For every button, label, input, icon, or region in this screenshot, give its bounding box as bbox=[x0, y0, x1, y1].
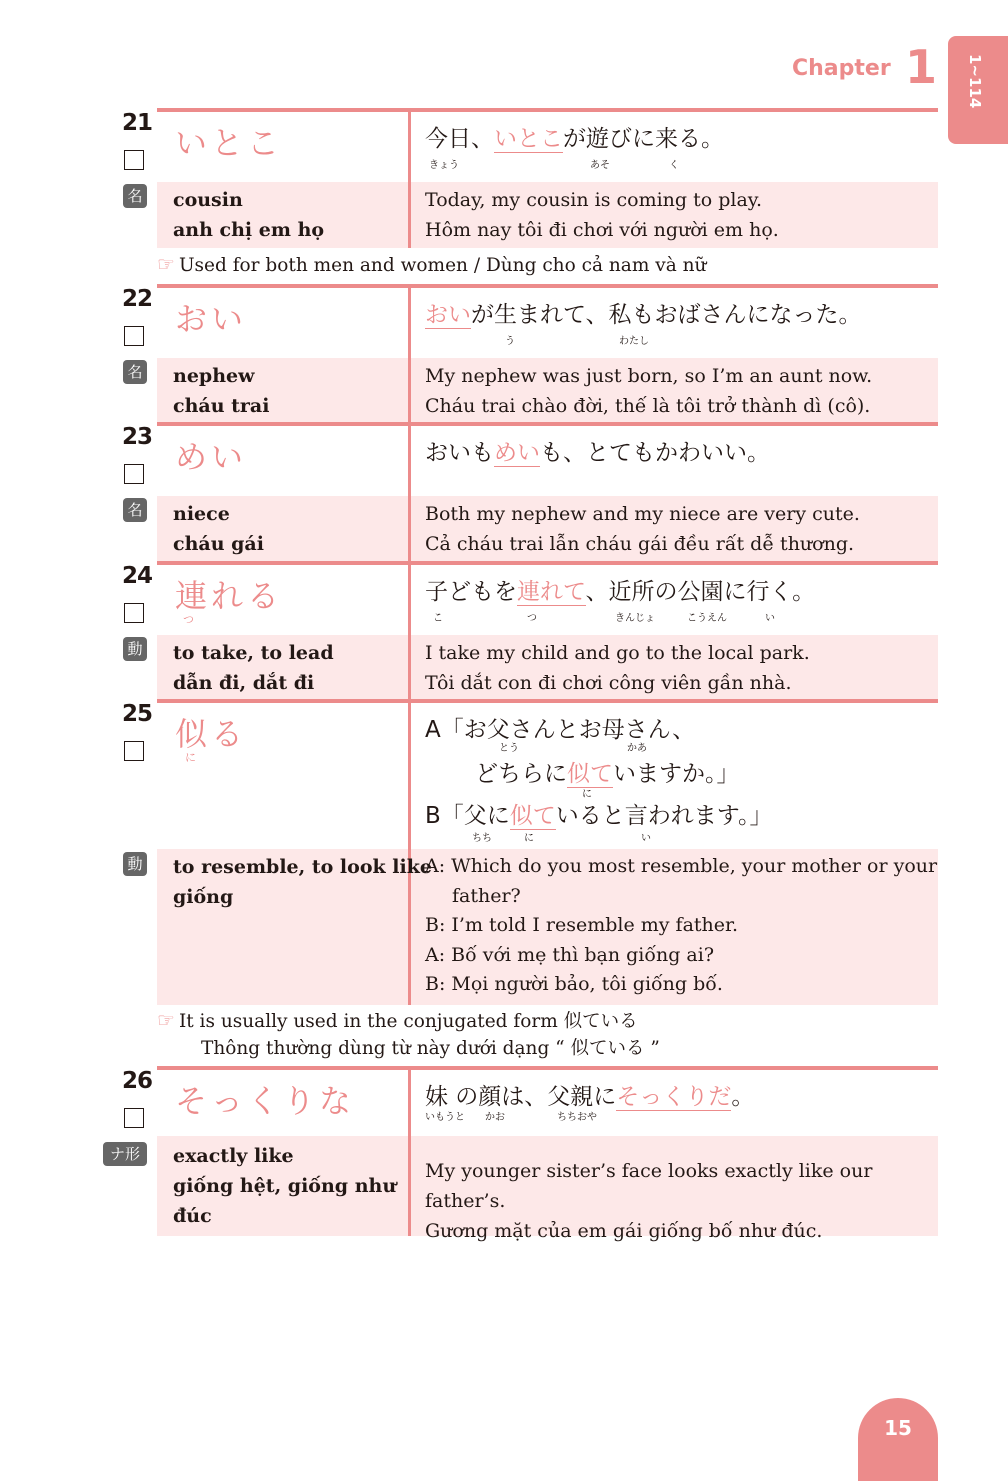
headword: おい bbox=[175, 300, 248, 338]
vocab-entry-25 bbox=[122, 699, 938, 1065]
translation-en: I take my child and go to the local park. bbox=[425, 642, 810, 664]
column-divider bbox=[408, 1070, 411, 1236]
furigana: とう bbox=[499, 743, 519, 754]
furigana: わたし bbox=[619, 336, 649, 347]
example-line-a2: どちらに似ていますか。」 bbox=[475, 761, 740, 787]
furigana: ちちおや bbox=[557, 1112, 597, 1123]
vocab-entry-24 bbox=[122, 561, 938, 701]
page-number-tab bbox=[858, 1398, 938, 1481]
headword-furigana: に bbox=[185, 751, 196, 764]
translation-line: A: Bố với mẹ thì bạn giống ai? bbox=[425, 943, 715, 966]
chapter-label: Chapter bbox=[792, 56, 891, 81]
translation-vi: Hôm nay tôi đi chơi với người em họ. bbox=[425, 219, 779, 241]
headword: 連れる bbox=[175, 577, 284, 615]
usage-note: ☞ It is usually used in the conjugated form 似ている Thông thường dùng từ này dưới dạng “ 似ている ” bbox=[157, 1008, 660, 1059]
translation-line: A: Which do you most resemble, your mother or your bbox=[425, 855, 938, 877]
study-checkbox[interactable] bbox=[124, 150, 144, 170]
translations bbox=[425, 1156, 938, 1246]
furigana: い bbox=[641, 833, 651, 844]
furigana: う bbox=[505, 336, 515, 347]
meaning-en: to take, to lead bbox=[173, 642, 334, 664]
translation-en: Today, my cousin is coming to play. bbox=[425, 189, 763, 211]
target-word: おい bbox=[425, 302, 471, 328]
entry-number: 26 bbox=[122, 1068, 153, 1094]
translation-vi: Tôi dắt con đi chơi công viên gần nhà. bbox=[425, 672, 792, 694]
part-of-speech-badge: 動 bbox=[123, 852, 147, 876]
translation-en: Both my nephew and my niece are very cute. bbox=[425, 503, 860, 525]
part-of-speech-badge: 名 bbox=[123, 498, 147, 522]
translation-en: My nephew was just born, so I’m an aunt now. bbox=[425, 365, 873, 387]
pointing-hand-icon: ☞ bbox=[157, 1008, 175, 1032]
meanings bbox=[173, 1141, 396, 1231]
example-line-b: B「父に似ていると言われます。」 bbox=[425, 803, 773, 829]
meaning-en: niece bbox=[173, 503, 230, 525]
part-of-speech-badge: ナ形 bbox=[103, 1142, 147, 1166]
study-checkbox[interactable] bbox=[124, 741, 144, 761]
meanings bbox=[173, 361, 269, 421]
column-divider bbox=[408, 565, 411, 701]
target-word: そっくりだ bbox=[616, 1084, 732, 1110]
meaning-vi: giống hệt, giống như bbox=[173, 1175, 397, 1197]
headword: そっくりな bbox=[175, 1082, 356, 1120]
part-of-speech-badge: 動 bbox=[123, 637, 147, 661]
part-of-speech-badge: 名 bbox=[123, 360, 147, 384]
example-sentence: 妹 の顔は、父親にそっくりだ。 bbox=[425, 1084, 755, 1110]
furigana: ちち bbox=[472, 833, 492, 844]
translation-line: father? bbox=[452, 884, 521, 907]
meaning-en: to resemble, to look like bbox=[173, 856, 432, 878]
example-sentence: 子どもを連れて、近所の公園に行く。 bbox=[425, 579, 816, 605]
furigana: あそ bbox=[590, 160, 610, 171]
meaning-vi: dẫn đi, dắt đi bbox=[173, 672, 315, 694]
page-number: 15 bbox=[884, 1416, 912, 1440]
translations bbox=[425, 185, 779, 245]
target-word: いとこ bbox=[494, 126, 563, 152]
chapter-range: 1~114 bbox=[966, 54, 984, 109]
vocab-entry-21 bbox=[122, 108, 938, 286]
translations bbox=[425, 638, 810, 698]
furigana: に bbox=[582, 789, 592, 800]
study-checkbox[interactable] bbox=[124, 464, 144, 484]
target-word: 似て bbox=[567, 761, 613, 787]
entry-number: 24 bbox=[122, 563, 153, 589]
furigana: こうえん bbox=[687, 613, 727, 624]
usage-note: ☞ Used for both men and women / Dùng cho cả nam và nữ bbox=[157, 252, 707, 276]
entry-number: 25 bbox=[122, 701, 153, 727]
meaning-en: nephew bbox=[173, 365, 255, 387]
meaning-vi: cháu trai bbox=[173, 395, 270, 417]
part-of-speech-badge: 名 bbox=[123, 184, 147, 208]
furigana: に bbox=[524, 833, 534, 844]
translations bbox=[425, 361, 872, 421]
target-word: めい bbox=[494, 440, 540, 466]
example-line-a1: A「お父さんとお母さん、 bbox=[425, 717, 696, 743]
meaning-vi: cháu gái bbox=[173, 533, 264, 555]
chapter-number: 1 bbox=[905, 40, 938, 94]
meanings bbox=[173, 852, 432, 912]
example-sentence: 今日、いとこが遊びに来る。 bbox=[425, 126, 724, 152]
study-checkbox[interactable] bbox=[124, 603, 144, 623]
translation-line: B: I’m told I resemble my father. bbox=[425, 914, 739, 936]
furigana: きんじょ bbox=[615, 613, 655, 624]
example-sentence: おいもめいも、とてもかわいい。 bbox=[425, 440, 770, 466]
translations bbox=[425, 852, 937, 1000]
translation-line: B: Mọi người bảo, tôi giống bố. bbox=[425, 973, 723, 995]
meanings bbox=[173, 638, 334, 698]
column-divider bbox=[408, 288, 411, 424]
meaning-vi: giống bbox=[173, 886, 234, 908]
meaning-en: exactly like bbox=[173, 1145, 294, 1167]
meaning-en: cousin bbox=[173, 189, 243, 211]
column-divider bbox=[408, 112, 411, 248]
headword: いとこ bbox=[175, 124, 284, 162]
vocab-entry-23 bbox=[122, 422, 938, 562]
meaning-vi: đúc bbox=[173, 1205, 212, 1227]
translations bbox=[425, 499, 860, 559]
furigana: いもうと bbox=[425, 1112, 465, 1123]
study-checkbox[interactable] bbox=[124, 326, 144, 346]
column-divider bbox=[408, 426, 411, 562]
entry-number: 23 bbox=[122, 424, 153, 450]
vocab-entry-22 bbox=[122, 284, 938, 424]
meanings bbox=[173, 185, 324, 245]
furigana: つ bbox=[527, 613, 537, 624]
translation-vi: Cháu trai chào đời, thế là tôi trở thành dì (cô). bbox=[425, 395, 871, 417]
pointing-hand-icon: ☞ bbox=[157, 252, 175, 276]
chapter-range-tab bbox=[948, 36, 1008, 144]
study-checkbox[interactable] bbox=[124, 1108, 144, 1128]
translation-vi: Gương mặt của em gái giống bố như đúc. bbox=[425, 1220, 823, 1242]
meaning-vi: anh chị em họ bbox=[173, 219, 325, 241]
furigana: かお bbox=[485, 1112, 505, 1123]
furigana: かあ bbox=[627, 743, 647, 754]
furigana: こ bbox=[433, 613, 443, 624]
translation-en: My younger sister’s face looks exactly like our father’s. bbox=[425, 1160, 873, 1212]
headword: めい bbox=[175, 438, 248, 476]
target-word: 似て bbox=[509, 803, 556, 829]
meanings bbox=[173, 499, 264, 559]
headword: 似る bbox=[175, 715, 248, 753]
example-sentence: おいが生まれて、私もおばさんになった。 bbox=[425, 302, 862, 328]
vocab-entry-26 bbox=[109, 1066, 938, 1242]
furigana: きょう bbox=[429, 160, 459, 171]
furigana: く bbox=[669, 160, 679, 171]
entry-number: 22 bbox=[122, 286, 153, 312]
entry-number: 21 bbox=[122, 110, 153, 136]
headword-furigana: つ bbox=[183, 613, 194, 626]
translation-vi: Cả cháu trai lẫn cháu gái đều rất dễ thương. bbox=[425, 533, 855, 555]
target-word: 連れて bbox=[517, 579, 586, 605]
furigana: い bbox=[765, 613, 775, 624]
